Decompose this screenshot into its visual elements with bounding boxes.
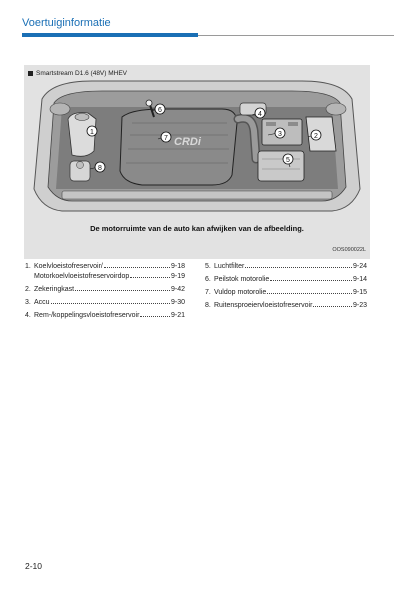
- engine-bay-illustration: [32, 79, 362, 221]
- item-number: 7.: [205, 289, 211, 296]
- item-number: 3.: [25, 299, 31, 306]
- figure-code: OOS090022L: [332, 247, 366, 253]
- callout-2: [311, 130, 321, 140]
- item-page-ref[interactable]: 9-15: [352, 289, 367, 296]
- radiator-support: [62, 191, 332, 199]
- item-page-ref[interactable]: 9-18: [170, 263, 185, 270]
- item-label: Vuldop motorolie: [214, 289, 267, 296]
- engine-cover-text: CRDi: [174, 136, 201, 148]
- component-list-right: [205, 262, 367, 314]
- callout-3: [275, 128, 285, 138]
- item-number: 4.: [25, 312, 31, 319]
- figure-caption: De motorruimte van de auto kan afwijken van de afbeelding.: [90, 224, 304, 233]
- callout-5: [283, 154, 293, 164]
- engine-label-text: Smartstream D1.6 (48V) MHEV: [36, 70, 128, 77]
- item-page-ref[interactable]: 9-19: [170, 273, 185, 280]
- item-number: 6.: [205, 276, 211, 283]
- svg-text:4: 4: [258, 111, 262, 118]
- svg-text:1: 1: [90, 129, 94, 136]
- item-page-ref[interactable]: 9-24: [352, 263, 367, 270]
- item-label: Koelvloeistofreservoir/: [34, 263, 103, 270]
- engine-figure: [24, 65, 370, 259]
- strut-left: [50, 103, 70, 115]
- callout-7: [161, 132, 171, 142]
- list-item: [205, 262, 367, 272]
- air-filter-box: [258, 151, 304, 181]
- list-item: [25, 298, 185, 308]
- strut-right: [326, 103, 346, 115]
- item-number: 1.: [25, 263, 31, 270]
- item-page-ref[interactable]: 9-42: [170, 286, 185, 293]
- item-page-ref[interactable]: 9-23: [352, 302, 367, 309]
- svg-text:7: 7: [164, 135, 168, 142]
- bullet-square-icon: [28, 71, 33, 76]
- item-label: Accu: [34, 299, 50, 306]
- svg-text:5: 5: [286, 157, 290, 164]
- svg-text:3: 3: [278, 131, 282, 138]
- list-item: [205, 275, 367, 285]
- item-label: Zekeringkast: [34, 286, 75, 293]
- callout-1: [87, 126, 97, 136]
- list-item: [25, 262, 185, 282]
- list-item: [25, 285, 185, 295]
- header-title: Voertuiginformatie: [22, 17, 111, 29]
- callout-6: [155, 104, 165, 114]
- item-page-ref[interactable]: 9-14: [352, 276, 367, 283]
- callout-4: [255, 108, 265, 118]
- list-item: [205, 301, 367, 311]
- item-number: 5.: [205, 263, 211, 270]
- callout-8: [95, 162, 105, 172]
- header-rule: [198, 35, 394, 36]
- list-item: [25, 311, 185, 321]
- svg-text:2: 2: [314, 133, 318, 140]
- item-label: Motorkoelvloeistofreservoirdop: [34, 273, 130, 280]
- engine-label: [28, 70, 127, 77]
- item-number: 8.: [205, 302, 211, 309]
- svg-text:8: 8: [98, 165, 102, 172]
- page-number: 2-10: [25, 561, 43, 571]
- item-page-ref[interactable]: 9-30: [170, 299, 185, 306]
- header-bar-accent: [22, 33, 198, 37]
- item-label: Ruitensproeiervloeistofreservoir: [214, 302, 313, 309]
- item-number: 2.: [25, 286, 31, 293]
- svg-text:6: 6: [158, 107, 162, 114]
- list-item: [205, 288, 367, 298]
- item-page-ref[interactable]: 9-21: [170, 312, 185, 319]
- component-list-left: [25, 262, 185, 324]
- item-label: Luchtfilter: [214, 263, 245, 270]
- item-label: Rem-/koppelingsvloeistofreservoir: [34, 312, 140, 319]
- item-label: Peilstok motorolie: [214, 276, 270, 283]
